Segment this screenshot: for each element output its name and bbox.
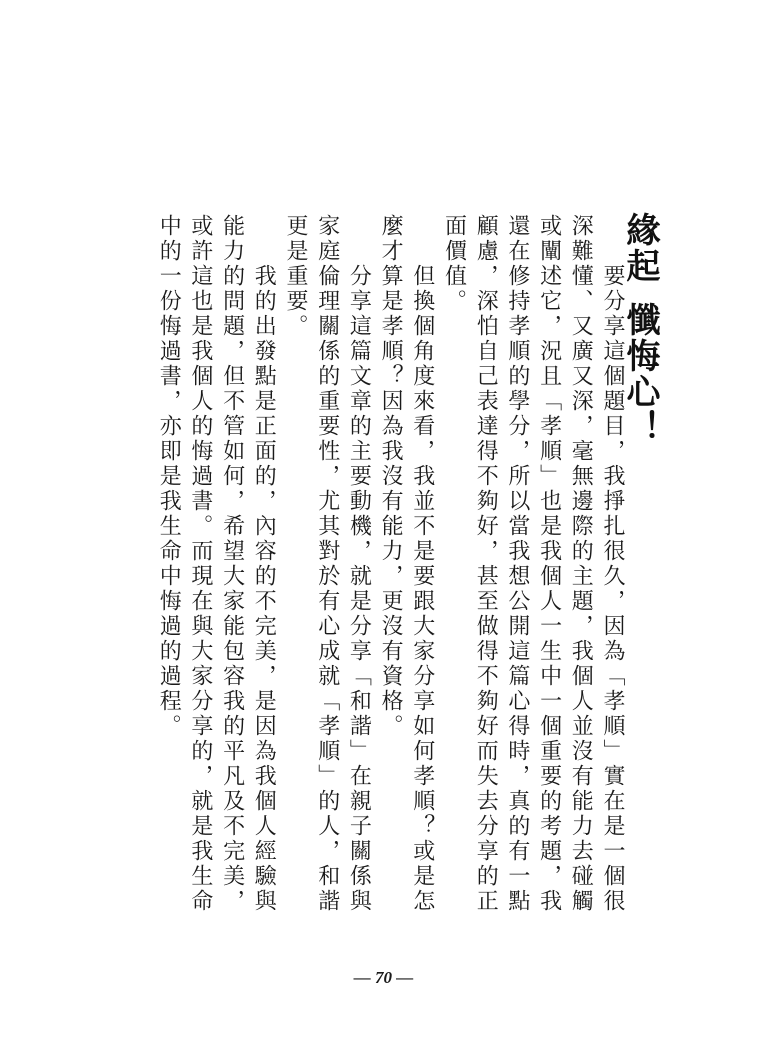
page-number: — 70 — [353, 968, 414, 987]
chapter-title-part2: 懺悔心！ [620, 302, 660, 446]
text-column: 面價值。 [441, 214, 467, 314]
text-column: 顧慮，深怕自己表達得不夠好，甚至做得不夠好而失去分享的正 [473, 214, 499, 914]
text-column: 麼才算是孝順？因為我沒有能力，更沒有資格。 [378, 214, 404, 739]
text-column: 要分享這個題目，我掙扎很久，因為「孝順」實在是一個很 [600, 264, 625, 914]
text-column: 分享這篇文章的主要動機，就是分享「和諧」在親子關係與 [346, 264, 372, 914]
text-column: 或闡述它，況且「孝順」也是我個人一生中一個重要的考題，我 [536, 214, 562, 914]
text-column: 中的一份悔過書，亦即是我生命中悔過的過程。 [156, 214, 182, 739]
text-column: 家庭倫理關係的重要性，尤其對於有心成就「孝順」的人，和諧 [314, 214, 340, 914]
text-column: 深難懂、又廣又深，毫無邊際的主題，我個人並沒有能力去碰觸 [568, 214, 594, 914]
text-column: 或許這也是我個人的悔過書。而現在與大家分享的，就是我生命 [187, 214, 213, 914]
text-column: 還在修持孝順的學分，所以當我想公開這篇心得時，真的有一點 [504, 214, 530, 914]
text-column: 更是重要。 [283, 214, 308, 339]
text-column: 但換個角度來看，我並不是要跟大家分享如何孝順？或是怎 [409, 264, 435, 914]
chapter-title [620, 212, 660, 446]
text-column: 我的出發點是正面的，內容的不完美，是因為我個人經驗與 [251, 264, 277, 914]
text-column: 能力的問題，但不管如何，希望大家能包容我的平凡及不完美， [219, 214, 245, 914]
chapter-title-part1: 緣起 [620, 212, 660, 284]
